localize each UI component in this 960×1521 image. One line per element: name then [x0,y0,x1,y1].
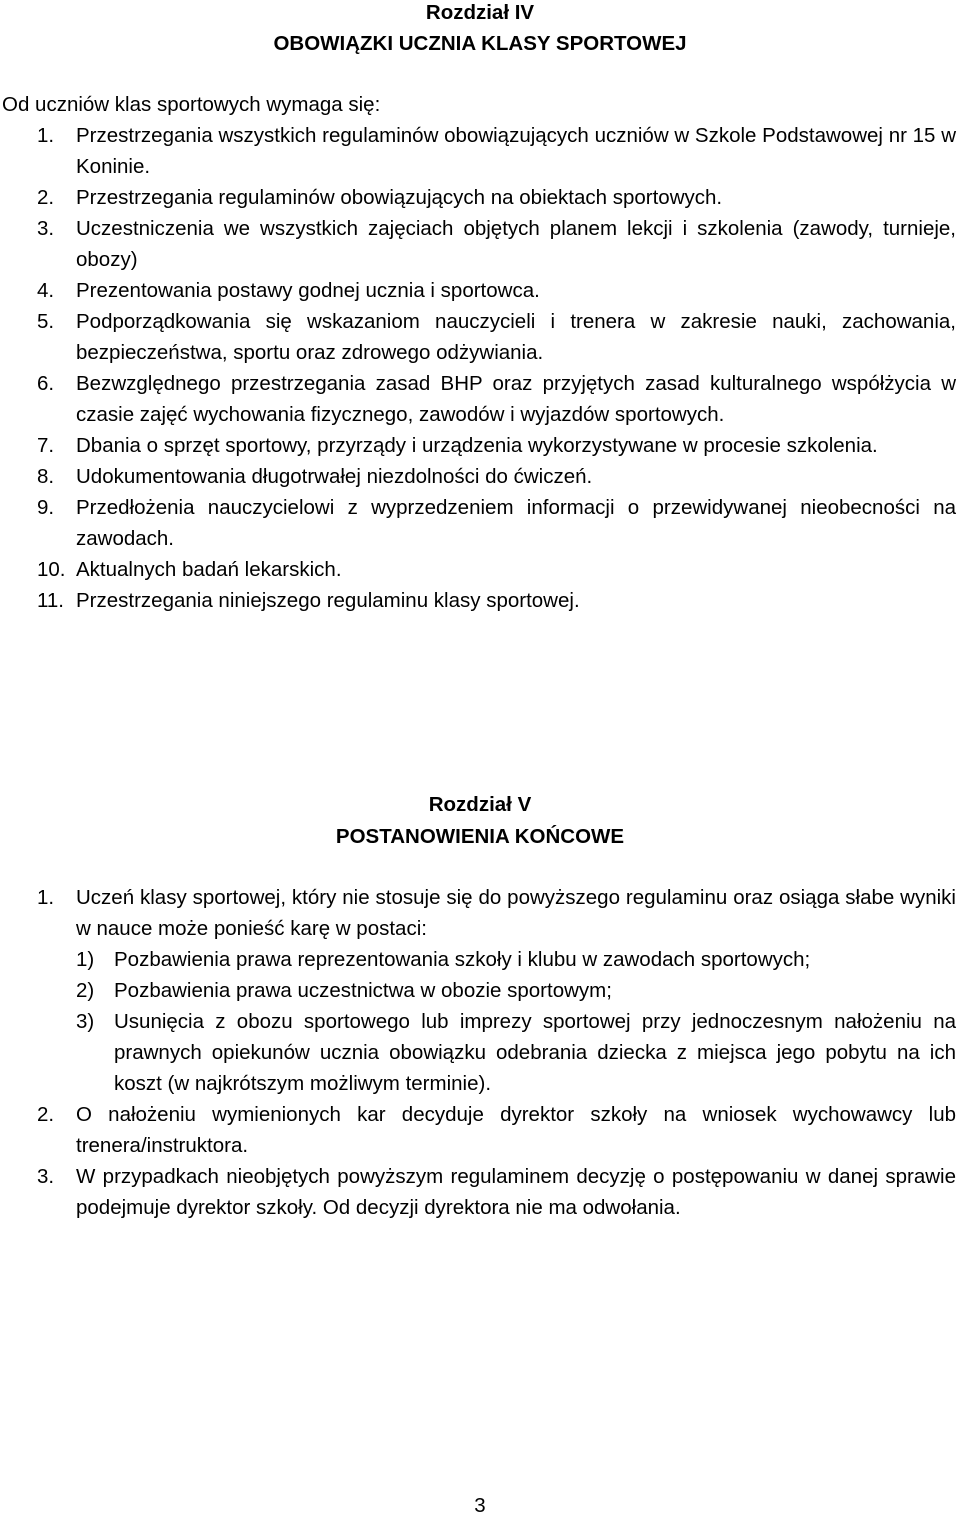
list-item [0,1161,956,1223]
item-number: 9. [37,496,55,519]
chapter-5-subtitle: POSTANOWIENIA KOŃCOWE [335,825,625,848]
item-number: 7. [37,434,55,457]
item-number: 1. [37,124,55,147]
sublist-item [76,975,956,1006]
subitem-text: Usunięcia z obozu sportowego lub imprezy sportowej przy jednoczesnym nałożeniu na prawnych opiekunów ucznia obowiązku odebrania dziecka z miejsca jego pobytu na ich koszt (w najkrótszym możliwym terminie). [114,1010,956,1095]
item-number: 11. [37,589,64,612]
item-number: 10. [37,558,66,581]
item-number: 2. [37,186,55,209]
list-item [0,306,956,368]
item-text: Przestrzegania niniejszego regulaminu klasy sportowej. [76,589,580,612]
item-text: Przestrzegania wszystkich regulaminów obowiązujących uczniów w Szkole Podstawowej nr 15 w Koninie. [76,124,956,178]
subitem-number: 3) [76,1010,95,1033]
item-number: 3. [37,217,55,240]
item-number: 3. [37,1165,55,1188]
item-number: 1. [37,886,55,909]
item-text: Uczeń klasy sportowej, który nie stosuje się do powyższego regulaminu oraz osiąga słabe wyniki w nauce może ponieść karę w postaci: [76,886,956,940]
item-text: Prezentowania postawy godnej ucznia i sportowca. [76,279,540,302]
subitem-text: Pozbawienia prawa reprezentowania szkoły i klubu w zawodach sportowych; [114,948,811,971]
chapter-4-list [0,120,956,616]
item-text: Przedłożenia nauczycielowi z wyprzedzeniem informacji o przewidywanej nieobecności na zawodach. [76,496,956,550]
list-item [0,1099,956,1161]
list-item [0,554,956,585]
chapter-4-intro: Od uczniów klas sportowych wymaga się: [2,93,381,116]
penalty-sublist [76,944,956,1099]
chapter-4-subtitle: OBOWIĄZKI UCZNIA KLASY SPORTOWEJ [273,32,687,55]
item-text: Bezwzględnego przestrzegania zasad BHP oraz przyjętych zasad kulturalnego współżycia w czasie zajęć wychowania fizycznego, zawodów i wyjazdów sportowych. [76,372,956,426]
sublist-item [76,944,956,975]
list-item [0,461,956,492]
item-text: Podporządkowania się wskazaniom nauczycieli i trenera w zakresie nauki, zachowania, bezpieczeństwa, sportu oraz zdrowego odżywiania. [76,310,956,364]
item-number: 2. [37,1103,55,1126]
list-item [0,182,956,213]
item-text: O nałożeniu wymienionych kar decyduje dyrektor szkoły na wniosek wychowawcy lub trenera/instruktora. [76,1103,956,1157]
chapter-5-list [0,882,956,1223]
item-text: Uczestniczenia we wszystkich zajęciach objętych planem lekcji i szkolenia (zawody, turnieje, obozy) [76,217,956,271]
list-item [0,368,956,430]
item-number: 5. [37,310,55,333]
list-item [0,882,956,1099]
item-text: Udokumentowania długotrwałej niezdolności do ćwiczeń. [76,465,593,488]
sublist-item [76,1006,956,1099]
item-number: 4. [37,279,55,302]
list-item [0,492,956,554]
item-text: Aktualnych badań lekarskich. [76,558,342,581]
item-text: Przestrzegania regulaminów obowiązujących na obiektach sportowych. [76,186,723,209]
item-text: Dbania o sprzęt sportowy, przyrządy i urządzenia wykorzystywane w procesie szkolenia. [76,434,878,457]
list-item [0,120,956,182]
subitem-text: Pozbawienia prawa uczestnictwa w obozie sportowym; [114,979,612,1002]
item-number: 8. [37,465,55,488]
item-text: W przypadkach nieobjętych powyższym regulaminem decyzję o postępowaniu w danej sprawie podejmuje dyrektor szkoły. Od decyzji dyrektora nie ma odwołania. [76,1165,956,1219]
list-item [0,585,956,616]
subitem-number: 1) [76,948,95,971]
item-number: 6. [37,372,55,395]
chapter-4-title: Rozdział IV [425,1,535,24]
list-item [0,430,956,461]
page-number: 3 [474,1494,486,1517]
list-item [0,213,956,275]
subitem-number: 2) [76,979,95,1002]
chapter-5-title: Rozdział V [428,793,532,816]
list-item [0,275,956,306]
